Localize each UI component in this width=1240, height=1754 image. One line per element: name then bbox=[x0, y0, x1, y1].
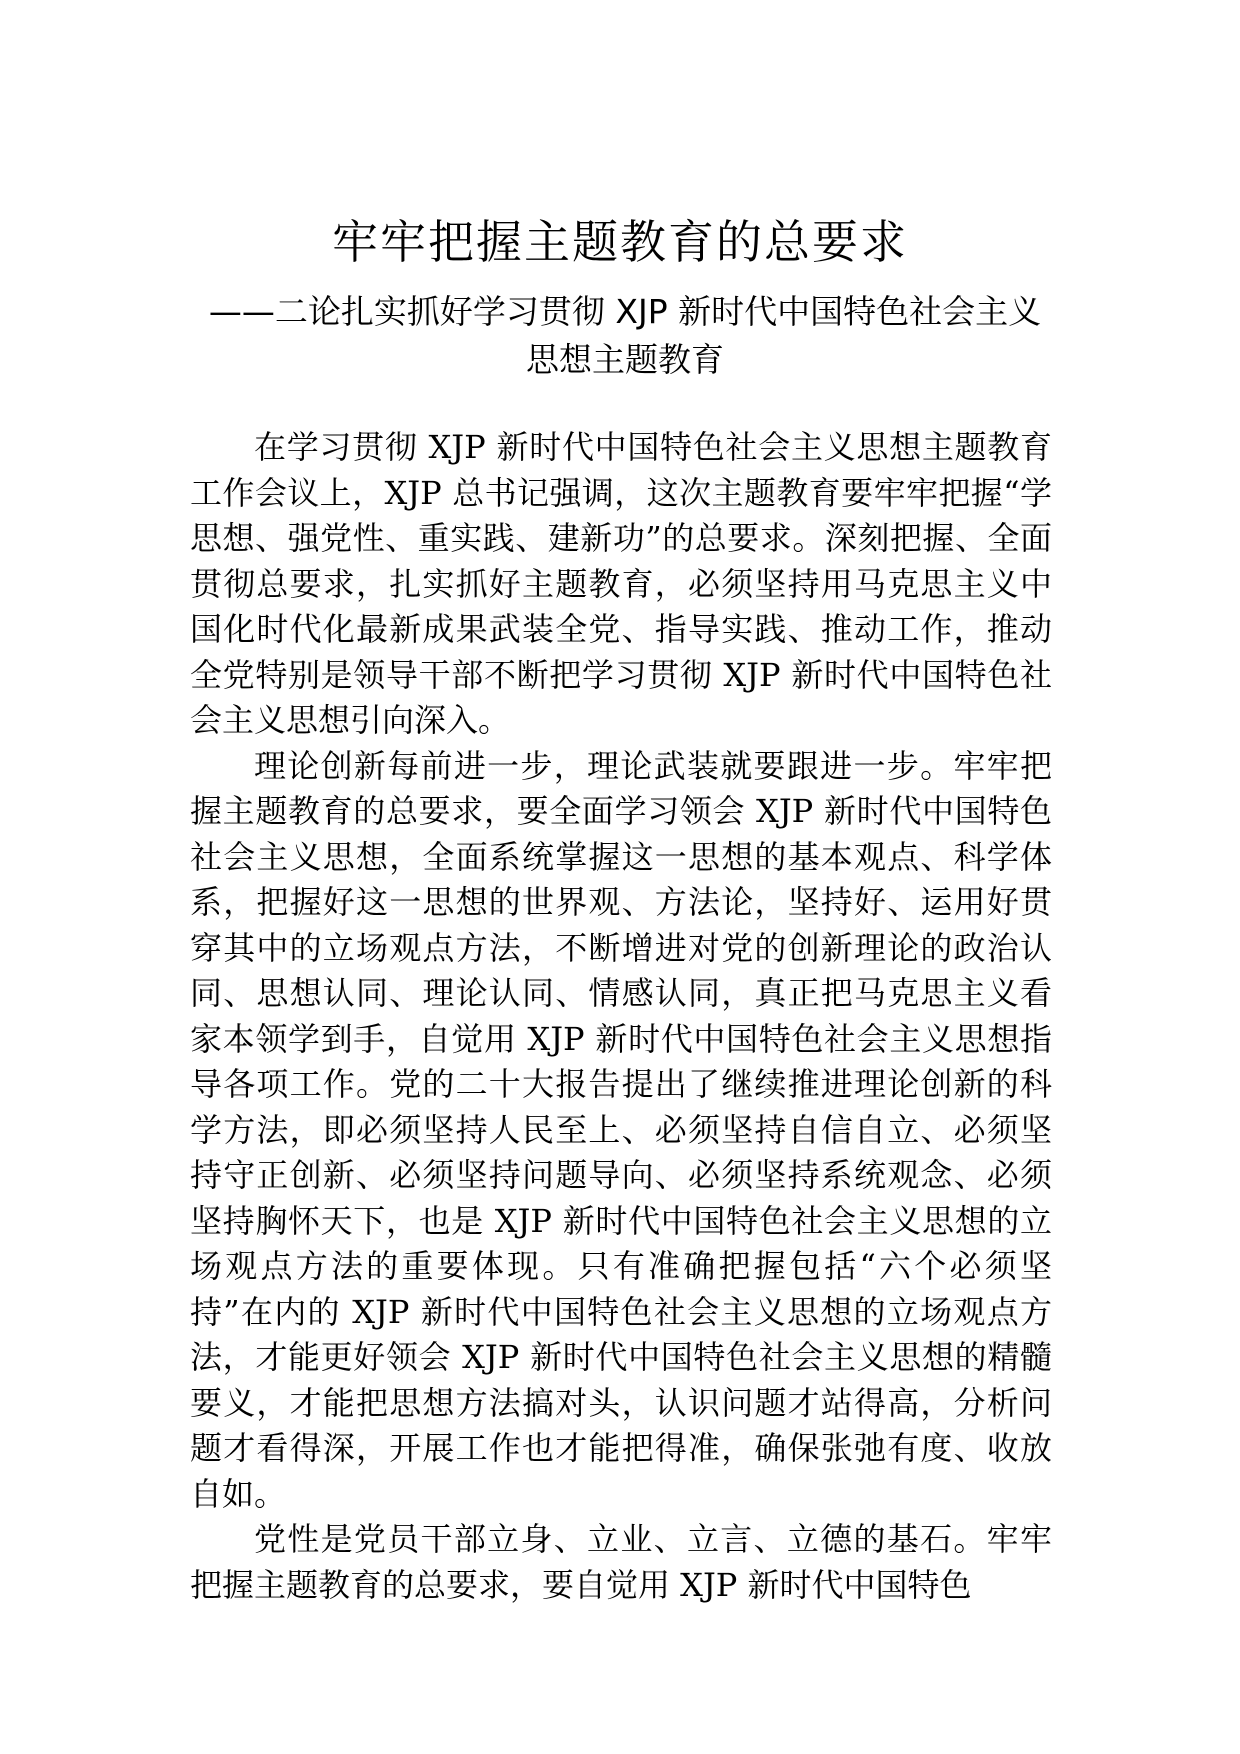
document-subtitle: ——二论扎实抓好学习贯彻 XJP 新时代中国特色社会主义思想主题教育 bbox=[208, 292, 1042, 379]
body-paragraph-1: 在学习贯彻 XJP 新时代中国特色社会主义思想主题教育工作会议上，XJP 总书记强调，这次主题教育要牢牢把握“学思想、强党性、重实践、建新功”的总要求。深刻把握、全面贯彻总要求，扎实抓好主题教育，必须坚持用马克思主义中国化时代化最新成果武装全党、指导实践、推动工作，推动全党特别是领导干部不断把学习贯彻 XJP 新时代中国特色社会主义思想引向深入。 bbox=[190, 428, 1052, 739]
body-paragraph-2: 理论创新每前进一步，理论武装就要跟进一步。牢牢把握主题教育的总要求，要全面学习领会 XJP 新时代中国特色社会主义思想，全面系统掌握这一思想的基本观点、科学体系，把握好这一思想的世界观、方法论，坚持好、运用好贯穿其中的立场观点方法，不断增进对党的创新理论的政治认同、思想认同、理论认同、情感认同，真正把马克思主义看家本领学到手，自觉用 XJP 新时代中国特色社会主义思想指导各项工作。党的二十大报告提出了继续推进理论创新的科学方法，即必须坚持人民至上、必须坚持自信自立、必须坚持守正创新、必须坚持问题导向、必须坚持系统观念、必须坚持胸怀天下，也是 XJP 新时代中国特色社会主义思想的立场观点方法的重要体现。只有准确把握包括“六个必须坚持”在内的 XJP 新时代中国特色社会主义思想的立场观点方法，才能更好领会 XJP 新时代中国特色社会主义思想的精髓要义，才能把思想方法搞对头，认识问题才站得高，分析问题才看得深，开展工作也才能把得准，确保张弛有度、收放自如。 bbox=[190, 746, 1052, 1513]
body-paragraph-3: 党性是党员干部立身、立业、立言、立德的基石。牢牢把握主题教育的总要求，要自觉用 XJP 新时代中国特色 bbox=[190, 1520, 1052, 1604]
document-body bbox=[190, 425, 1052, 1608]
document-title: 牢牢把握主题教育的总要求 bbox=[332, 215, 908, 269]
